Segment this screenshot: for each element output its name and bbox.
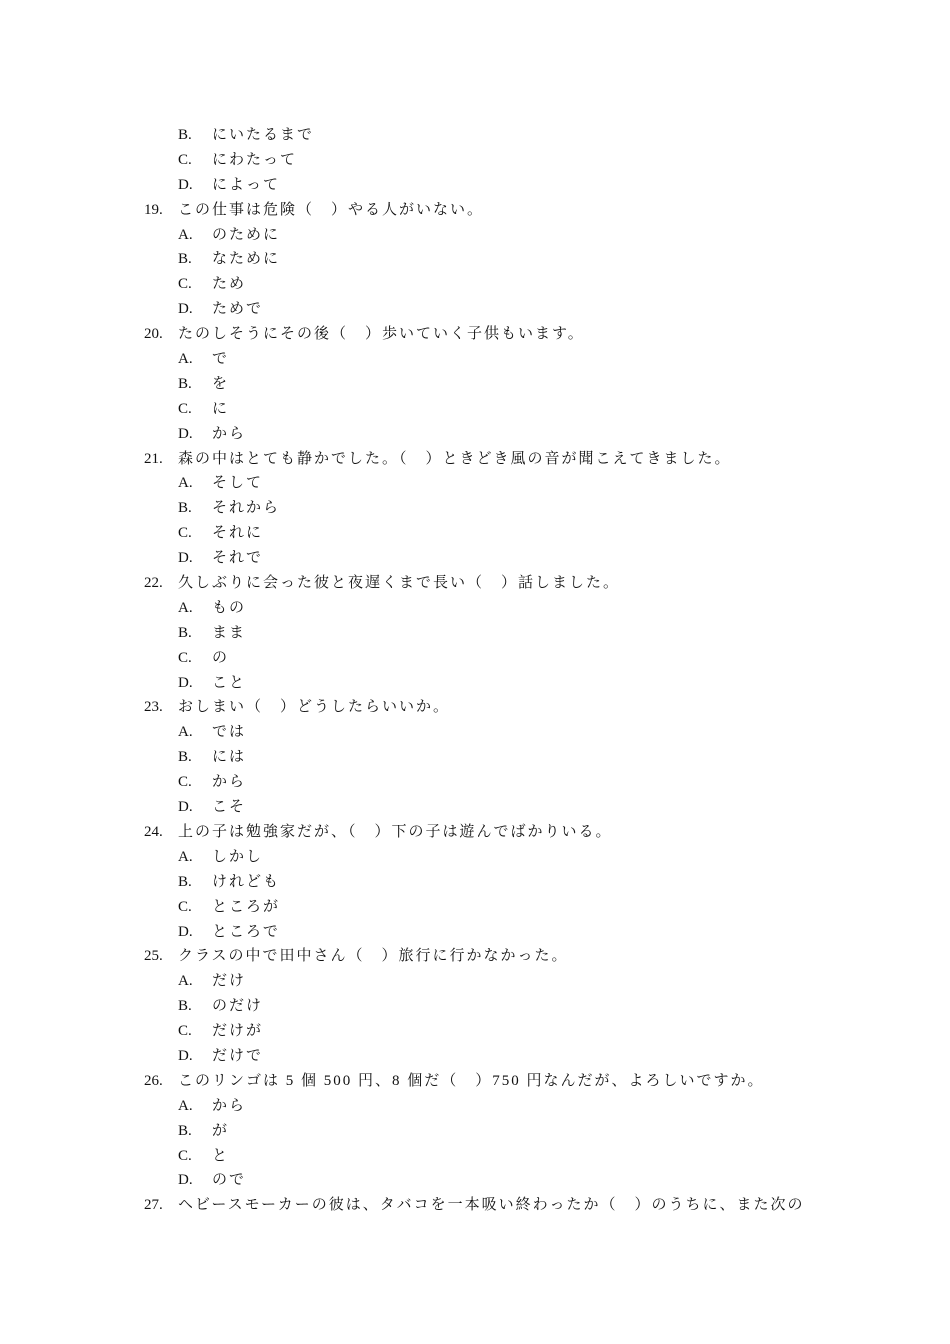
option-letter: B. xyxy=(178,500,192,517)
option-text: だけ xyxy=(212,973,247,990)
option-line xyxy=(0,596,950,621)
option-line xyxy=(0,671,950,696)
option-letter: D. xyxy=(178,1172,193,1189)
option-text: それに xyxy=(212,525,264,542)
option-text: の xyxy=(212,649,230,666)
question-text: たのしそうにその後（ ）歩いていく子供もいます。 xyxy=(178,326,585,343)
option-line xyxy=(0,372,950,397)
option-letter: A. xyxy=(178,1097,193,1114)
option-text: ためで xyxy=(212,301,264,318)
option-line xyxy=(0,720,950,745)
option-line xyxy=(0,148,950,173)
question-number: 24. xyxy=(144,823,163,840)
option-text: と xyxy=(212,1147,230,1164)
question-number: 26. xyxy=(144,1072,163,1089)
option-letter: C. xyxy=(178,898,192,915)
option-text: だけで xyxy=(212,1047,264,1064)
question-line xyxy=(0,1193,950,1218)
option-text: まま xyxy=(212,624,247,641)
option-text: が xyxy=(212,1122,230,1139)
question-number: 25. xyxy=(144,948,163,965)
option-text: のだけ xyxy=(212,998,264,1015)
question-text: この仕事は危険（ ）やる人がいない。 xyxy=(178,201,485,218)
question-line xyxy=(0,820,950,845)
option-text: ところが xyxy=(212,898,281,915)
question-text: ヘビースモーカーの彼は、タバコを一本吸い終わったか（ ）のうちに、また次の xyxy=(178,1197,805,1214)
option-text: のために xyxy=(212,226,281,243)
option-line xyxy=(0,123,950,148)
question-text: 久しぶりに会った彼と夜遅くまで長い（ ）話しました。 xyxy=(178,575,621,592)
question-text: 森の中はとても静かでした。（ ）ときどき風の音が聞こえてきました。 xyxy=(178,450,732,467)
option-line xyxy=(0,920,950,945)
option-letter: B. xyxy=(178,127,192,143)
option-letter: C. xyxy=(178,151,192,168)
option-letter: A. xyxy=(178,475,193,492)
option-text: もの xyxy=(212,599,247,616)
option-line xyxy=(0,297,950,322)
option-text: で xyxy=(212,351,230,368)
option-letter: A. xyxy=(178,724,193,741)
option-line xyxy=(0,247,950,272)
option-line xyxy=(0,969,950,994)
option-letter: B. xyxy=(178,749,192,766)
option-text: ため xyxy=(212,276,247,293)
option-text: から xyxy=(212,1097,247,1114)
option-letter: B. xyxy=(178,624,192,641)
option-text: ところで xyxy=(212,923,280,940)
option-line xyxy=(0,1168,950,1193)
option-line xyxy=(0,471,950,496)
option-letter: D. xyxy=(178,799,193,816)
option-text: を xyxy=(212,375,230,392)
option-text: ので xyxy=(212,1172,247,1189)
question-text: 上の子は勉強家だが、（ ）下の子は遊んでばかりいる。 xyxy=(178,823,613,840)
question-line xyxy=(0,944,950,969)
option-letter: B. xyxy=(178,1122,192,1139)
option-line xyxy=(0,347,950,372)
option-line xyxy=(0,496,950,521)
option-letter: C. xyxy=(178,400,192,417)
option-line xyxy=(0,870,950,895)
option-letter: D. xyxy=(178,425,193,442)
option-letter: A. xyxy=(178,973,193,990)
question-number: 27. xyxy=(144,1197,163,1214)
quiz-page xyxy=(0,123,950,1218)
option-text: によって xyxy=(212,176,281,193)
option-letter: C. xyxy=(178,1147,192,1164)
option-line xyxy=(0,397,950,422)
question-number: 20. xyxy=(144,326,163,343)
option-letter: D. xyxy=(178,550,193,567)
option-line xyxy=(0,1144,950,1169)
question-line xyxy=(0,198,950,223)
question-text: おしまい（ ）どうしたらいいか。 xyxy=(178,699,451,716)
option-letter: B. xyxy=(178,375,192,392)
option-letter: C. xyxy=(178,649,192,666)
option-letter: B. xyxy=(178,251,192,268)
option-letter: B. xyxy=(178,873,192,890)
option-line xyxy=(0,745,950,770)
option-text: けれども xyxy=(212,873,281,890)
option-text: それから xyxy=(212,500,281,517)
option-text: それで xyxy=(212,550,264,567)
option-line xyxy=(0,621,950,646)
question-line xyxy=(0,447,950,472)
option-letter: B. xyxy=(178,998,192,1015)
option-line xyxy=(0,1119,950,1144)
option-line xyxy=(0,272,950,297)
option-text: から xyxy=(212,774,247,791)
question-text: このリンゴは 5 個 500 円、8 個だ（ ）750 円なんだが、よろしいですか。 xyxy=(178,1072,765,1089)
option-letter: D. xyxy=(178,923,193,940)
option-line xyxy=(0,770,950,795)
option-text: にわたって xyxy=(212,151,298,168)
option-line xyxy=(0,795,950,820)
question-number: 23. xyxy=(144,699,163,716)
option-letter: C. xyxy=(178,1023,192,1040)
option-letter: D. xyxy=(178,1047,193,1064)
option-letter: C. xyxy=(178,276,192,293)
option-line xyxy=(0,1044,950,1069)
option-letter: C. xyxy=(178,774,192,791)
option-text: にいたるまで xyxy=(212,127,315,143)
option-text: に xyxy=(212,400,230,417)
option-line xyxy=(0,1019,950,1044)
option-line xyxy=(0,895,950,920)
question-number: 19. xyxy=(144,201,163,218)
option-letter: A. xyxy=(178,848,193,865)
option-line xyxy=(0,173,950,198)
option-text: しかし xyxy=(212,848,264,865)
option-text: から xyxy=(212,425,247,442)
option-line xyxy=(0,546,950,571)
option-letter: A. xyxy=(178,226,193,243)
option-letter: D. xyxy=(178,176,193,193)
option-letter: A. xyxy=(178,351,193,368)
option-text: なために xyxy=(212,251,281,268)
question-line xyxy=(0,571,950,596)
option-line xyxy=(0,521,950,546)
option-line xyxy=(0,646,950,671)
option-line xyxy=(0,223,950,248)
option-letter: D. xyxy=(178,301,193,318)
option-line xyxy=(0,1094,950,1119)
option-letter: A. xyxy=(178,599,193,616)
question-number: 22. xyxy=(144,575,163,592)
option-text: そして xyxy=(212,475,264,492)
question-number: 21. xyxy=(144,450,163,467)
option-letter: C. xyxy=(178,525,192,542)
option-text: こと xyxy=(212,674,247,691)
option-text: こそ xyxy=(212,799,247,816)
option-line xyxy=(0,994,950,1019)
option-letter: D. xyxy=(178,674,193,691)
question-line xyxy=(0,695,950,720)
option-text: では xyxy=(212,724,247,741)
option-line xyxy=(0,422,950,447)
question-line xyxy=(0,322,950,347)
option-line xyxy=(0,845,950,870)
question-text: クラスの中で田中さん（ ）旅行に行かなかった。 xyxy=(178,948,569,965)
option-text: だけが xyxy=(212,1023,264,1040)
question-line xyxy=(0,1069,950,1094)
option-text: には xyxy=(212,749,247,766)
